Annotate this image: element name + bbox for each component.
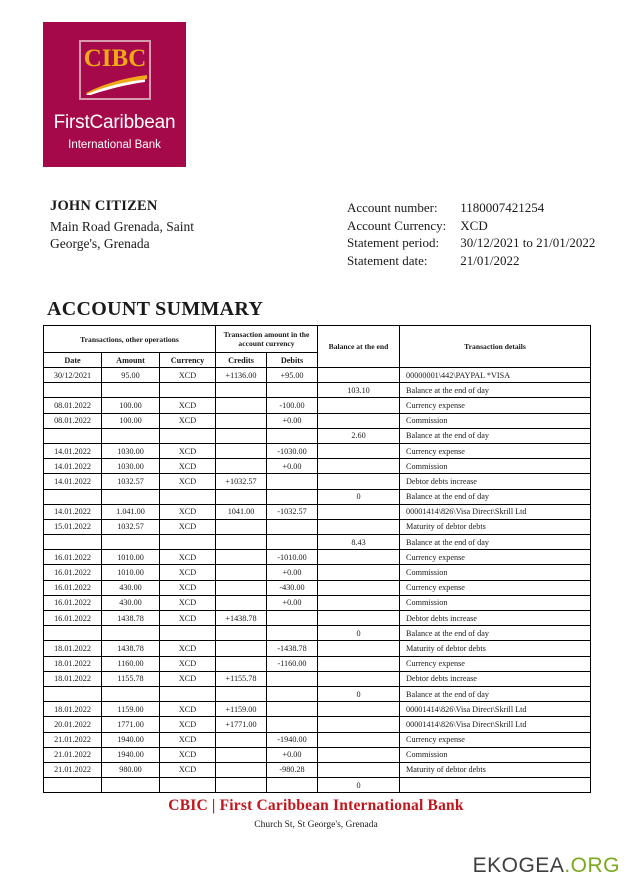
cell-credits xyxy=(216,641,267,656)
cell-balance xyxy=(318,413,400,428)
cell-details: Maturity of debtor debts xyxy=(400,641,591,656)
cell-date: 15.01.2022 xyxy=(44,519,102,534)
cell-details: Commission xyxy=(400,413,591,428)
cell-amount: 1159.00 xyxy=(102,702,160,717)
watermark-tld: .ORG xyxy=(564,854,620,877)
cell-debits xyxy=(267,778,318,793)
table-row xyxy=(44,641,591,656)
cell-credits xyxy=(216,383,267,398)
table-row xyxy=(44,550,591,565)
cell-credits xyxy=(216,398,267,413)
table-row xyxy=(44,580,591,595)
cell-credits xyxy=(216,459,267,474)
cell-debits: +0.00 xyxy=(267,413,318,428)
table-row xyxy=(44,671,591,686)
cell-amount xyxy=(102,489,160,504)
cell-balance xyxy=(318,443,400,458)
cell-currency xyxy=(160,489,216,504)
cell-balance xyxy=(318,717,400,732)
cell-balance xyxy=(318,641,400,656)
cell-balance xyxy=(318,368,400,383)
cell-details: 00001414\826\Visa Direct\Skrill Ltd xyxy=(400,702,591,717)
cell-amount: 430.00 xyxy=(102,580,160,595)
cell-credits xyxy=(216,595,267,610)
cell-date: 18.01.2022 xyxy=(44,641,102,656)
cell-debits xyxy=(267,383,318,398)
cell-currency: XCD xyxy=(160,398,216,413)
cell-currency: XCD xyxy=(160,368,216,383)
table-row xyxy=(44,732,591,747)
table-row xyxy=(44,702,591,717)
header-debits: Debits xyxy=(267,353,318,368)
cell-details: Commission xyxy=(400,595,591,610)
table-row xyxy=(44,489,591,504)
header-credits: Credits xyxy=(216,353,267,368)
cell-date: 21.01.2022 xyxy=(44,732,102,747)
cell-details: Currency expense xyxy=(400,732,591,747)
customer-name: JOHN CITIZEN xyxy=(50,198,158,214)
statement-period-label: Statement period: xyxy=(347,235,440,250)
cell-debits: -1030.00 xyxy=(267,443,318,458)
cell-debits xyxy=(267,428,318,443)
cell-debits: +0.00 xyxy=(267,459,318,474)
cell-debits xyxy=(267,474,318,489)
cell-amount: 1940.00 xyxy=(102,732,160,747)
table-row xyxy=(44,398,591,413)
cibc-wordmark: CIBC xyxy=(83,45,147,72)
table-row xyxy=(44,778,591,793)
statement-period-value: 30/12/2021 to 21/01/2022 xyxy=(460,235,596,250)
table-head xyxy=(44,326,591,368)
account-number-row xyxy=(347,199,595,217)
header-date: Date xyxy=(44,353,102,368)
cell-amount: 1438.78 xyxy=(102,641,160,656)
cell-date xyxy=(44,778,102,793)
table-row xyxy=(44,747,591,762)
cell-currency: XCD xyxy=(160,641,216,656)
table-row xyxy=(44,595,591,610)
cell-debits: -1032.57 xyxy=(267,504,318,519)
cell-currency: XCD xyxy=(160,413,216,428)
cell-credits xyxy=(216,443,267,458)
cell-amount xyxy=(102,535,160,550)
cell-details: Commission xyxy=(400,459,591,474)
table-row xyxy=(44,656,591,671)
cell-details: Balance at the end of day xyxy=(400,535,591,550)
cell-credits: +1771.00 xyxy=(216,717,267,732)
cell-credits xyxy=(216,550,267,565)
cell-balance: 0 xyxy=(318,489,400,504)
cell-balance xyxy=(318,747,400,762)
cell-date: 20.01.2022 xyxy=(44,717,102,732)
cell-currency: XCD xyxy=(160,732,216,747)
cell-details: Maturity of debtor debts xyxy=(400,519,591,534)
cell-date: 16.01.2022 xyxy=(44,580,102,595)
cell-date: 30/12/2021 xyxy=(44,368,102,383)
cell-date: 21.01.2022 xyxy=(44,747,102,762)
cell-debits xyxy=(267,489,318,504)
table-row xyxy=(44,717,591,732)
cell-credits xyxy=(216,626,267,641)
cell-details: Balance at the end of day xyxy=(400,428,591,443)
account-summary-table-wrap xyxy=(43,325,590,793)
cell-debits: -1010.00 xyxy=(267,550,318,565)
table-row xyxy=(44,368,591,383)
cell-amount: 430.00 xyxy=(102,595,160,610)
cell-amount: 100.00 xyxy=(102,413,160,428)
customer-block xyxy=(50,198,290,252)
cell-details: 00001414\826\Visa Direct\Skrill Ltd xyxy=(400,504,591,519)
cell-date xyxy=(44,489,102,504)
cell-debits: -430.00 xyxy=(267,580,318,595)
cell-amount: 1771.00 xyxy=(102,717,160,732)
cell-credits: +1155.78 xyxy=(216,671,267,686)
cibc-logo-mark xyxy=(79,40,151,100)
cell-credits xyxy=(216,656,267,671)
table-row xyxy=(44,428,591,443)
cell-balance xyxy=(318,762,400,777)
cell-debits: -1940.00 xyxy=(267,732,318,747)
customer-address: Main Road Grenada, Saint George's, Grenada xyxy=(50,219,194,251)
cell-debits xyxy=(267,671,318,686)
table-row xyxy=(44,413,591,428)
cell-currency: XCD xyxy=(160,671,216,686)
cell-balance xyxy=(318,550,400,565)
cell-amount: 1030.00 xyxy=(102,443,160,458)
cell-amount: 1.041.00 xyxy=(102,504,160,519)
table-row xyxy=(44,519,591,534)
cell-date: 08.01.2022 xyxy=(44,398,102,413)
cell-amount: 980.00 xyxy=(102,762,160,777)
table-row xyxy=(44,762,591,777)
cell-date xyxy=(44,535,102,550)
cell-currency xyxy=(160,778,216,793)
cell-amount xyxy=(102,686,160,701)
footer-address: Church St, St George's, Grenada xyxy=(254,820,378,830)
cell-amount: 1032.57 xyxy=(102,474,160,489)
cell-date xyxy=(44,686,102,701)
header-amount-group: Transaction amount in the account currency xyxy=(216,326,318,353)
cell-details xyxy=(400,778,591,793)
table-row xyxy=(44,611,591,626)
header-balance: Balance at the end xyxy=(318,326,400,368)
cell-date: 08.01.2022 xyxy=(44,413,102,428)
cell-credits xyxy=(216,580,267,595)
cell-balance: 103.10 xyxy=(318,383,400,398)
cell-debits xyxy=(267,686,318,701)
cell-credits: +1438.78 xyxy=(216,611,267,626)
cell-amount xyxy=(102,778,160,793)
cell-details: Balance at the end of day xyxy=(400,626,591,641)
cell-credits: +1032.57 xyxy=(216,474,267,489)
cell-currency xyxy=(160,383,216,398)
cell-credits xyxy=(216,762,267,777)
cell-date: 16.01.2022 xyxy=(44,611,102,626)
cell-credits xyxy=(216,519,267,534)
cell-balance: 0 xyxy=(318,626,400,641)
cell-amount: 100.00 xyxy=(102,398,160,413)
cell-details: Commission xyxy=(400,565,591,580)
cell-balance: 0 xyxy=(318,778,400,793)
cell-date: 18.01.2022 xyxy=(44,702,102,717)
statement-date-label: Statement date: xyxy=(347,252,428,268)
cell-currency: XCD xyxy=(160,565,216,580)
cell-details: Maturity of debtor debts xyxy=(400,762,591,777)
cell-currency xyxy=(160,428,216,443)
cell-debits: -100.00 xyxy=(267,398,318,413)
account-currency-label: Account Currency: xyxy=(347,217,447,233)
cell-currency: XCD xyxy=(160,656,216,671)
cell-credits: +1159.00 xyxy=(216,702,267,717)
footer-bank-name: CBIC | First Caribbean International Bank xyxy=(168,797,464,814)
cell-debits xyxy=(267,519,318,534)
cell-balance: 2.60 xyxy=(318,428,400,443)
cell-amount xyxy=(102,626,160,641)
cell-details: Debtor debts increase xyxy=(400,611,591,626)
cell-debits xyxy=(267,717,318,732)
cell-balance xyxy=(318,611,400,626)
cell-details: Debtor debts increase xyxy=(400,474,591,489)
cell-details: Balance at the end of day xyxy=(400,383,591,398)
cell-balance xyxy=(318,671,400,686)
account-number-value: 1180007421254 xyxy=(460,200,545,215)
cell-balance xyxy=(318,398,400,413)
cell-date: 14.01.2022 xyxy=(44,474,102,489)
cell-amount: 95.00 xyxy=(102,368,160,383)
table-row xyxy=(44,474,591,489)
cell-currency: XCD xyxy=(160,747,216,762)
cell-amount: 1010.00 xyxy=(102,550,160,565)
cell-debits: +0.00 xyxy=(267,747,318,762)
table-row xyxy=(44,459,591,474)
cell-credits xyxy=(216,732,267,747)
cell-currency: XCD xyxy=(160,474,216,489)
cell-balance xyxy=(318,595,400,610)
cell-date xyxy=(44,428,102,443)
cell-currency: XCD xyxy=(160,611,216,626)
header-transactions-group: Transactions, other operations xyxy=(44,326,216,353)
cell-date: 21.01.2022 xyxy=(44,762,102,777)
cell-balance xyxy=(318,504,400,519)
page-title: ACCOUNT SUMMARY xyxy=(47,298,264,320)
cell-currency xyxy=(160,535,216,550)
cell-balance: 8.43 xyxy=(318,535,400,550)
cell-date: 16.01.2022 xyxy=(44,550,102,565)
cell-credits: 1041.00 xyxy=(216,504,267,519)
cell-details: Debtor debts increase xyxy=(400,671,591,686)
cell-date: 18.01.2022 xyxy=(44,656,102,671)
header-amount: Amount xyxy=(102,353,160,368)
table-row xyxy=(44,626,591,641)
header-details: Transaction details xyxy=(400,326,591,368)
cell-currency: XCD xyxy=(160,595,216,610)
bank-logo xyxy=(43,22,186,167)
logo-name-secondary: International Bank xyxy=(68,139,161,151)
cell-amount xyxy=(102,428,160,443)
cell-date: 16.01.2022 xyxy=(44,595,102,610)
table-row xyxy=(44,565,591,580)
cell-credits xyxy=(216,778,267,793)
cell-amount: 1155.78 xyxy=(102,671,160,686)
account-info-block xyxy=(347,199,595,269)
cell-date: 16.01.2022 xyxy=(44,565,102,580)
cell-details: 00000001\442\PAYPAL *VISA xyxy=(400,368,591,383)
cell-amount: 1032.57 xyxy=(102,519,160,534)
cell-currency xyxy=(160,686,216,701)
cell-debits xyxy=(267,535,318,550)
statement-date-row xyxy=(347,252,595,270)
cell-date: 18.01.2022 xyxy=(44,671,102,686)
cell-date xyxy=(44,383,102,398)
cell-balance xyxy=(318,702,400,717)
cell-credits xyxy=(216,565,267,580)
watermark-name: EKOGEA xyxy=(472,854,565,877)
cell-debits xyxy=(267,611,318,626)
cell-debits: -980.28 xyxy=(267,762,318,777)
cell-debits: -1160.00 xyxy=(267,656,318,671)
account-summary-table xyxy=(43,325,591,793)
cell-credits xyxy=(216,489,267,504)
table-row xyxy=(44,443,591,458)
cell-credits xyxy=(216,413,267,428)
cell-details: Balance at the end of day xyxy=(400,489,591,504)
cell-debits: +0.00 xyxy=(267,595,318,610)
cell-debits: +0.00 xyxy=(267,565,318,580)
cell-currency: XCD xyxy=(160,519,216,534)
cell-balance xyxy=(318,519,400,534)
cell-details: Currency expense xyxy=(400,580,591,595)
cell-date: 14.01.2022 xyxy=(44,504,102,519)
cell-currency: XCD xyxy=(160,504,216,519)
logo-name-primary: FirstCaribbean xyxy=(53,112,176,133)
statement-date-value: 21/01/2022 xyxy=(460,252,520,268)
cell-date: 14.01.2022 xyxy=(44,443,102,458)
cell-amount: 1030.00 xyxy=(102,459,160,474)
cell-currency: XCD xyxy=(160,443,216,458)
cell-currency: XCD xyxy=(160,550,216,565)
cell-amount: 1940.00 xyxy=(102,747,160,762)
cell-currency: XCD xyxy=(160,459,216,474)
watermark xyxy=(473,854,620,878)
cell-credits xyxy=(216,747,267,762)
cell-details: Currency expense xyxy=(400,398,591,413)
cell-debits xyxy=(267,626,318,641)
cell-credits xyxy=(216,686,267,701)
cell-details: 00001414\826\Visa Direct\Skrill Ltd xyxy=(400,717,591,732)
cell-amount xyxy=(102,383,160,398)
cell-balance xyxy=(318,459,400,474)
table-group-header-row xyxy=(44,326,591,353)
cell-credits xyxy=(216,428,267,443)
cell-currency: XCD xyxy=(160,702,216,717)
account-currency-row xyxy=(347,217,595,235)
cell-amount: 1010.00 xyxy=(102,565,160,580)
cell-balance: 0 xyxy=(318,686,400,701)
cell-balance xyxy=(318,580,400,595)
cell-date xyxy=(44,626,102,641)
cell-balance xyxy=(318,474,400,489)
cell-balance xyxy=(318,656,400,671)
cell-currency: XCD xyxy=(160,762,216,777)
cell-amount: 1438.78 xyxy=(102,611,160,626)
table-body xyxy=(44,368,591,793)
cell-credits xyxy=(216,535,267,550)
cell-currency xyxy=(160,626,216,641)
cell-currency: XCD xyxy=(160,580,216,595)
account-currency-value: XCD xyxy=(460,217,488,233)
table-row xyxy=(44,686,591,701)
cell-debits: -1438.78 xyxy=(267,641,318,656)
cell-details: Currency expense xyxy=(400,443,591,458)
cell-balance xyxy=(318,565,400,580)
cibc-swoosh-icon xyxy=(85,73,149,95)
cell-details: Balance at the end of day xyxy=(400,686,591,701)
cell-details: Currency expense xyxy=(400,550,591,565)
cell-balance xyxy=(318,732,400,747)
cell-credits: +1136.00 xyxy=(216,368,267,383)
cell-debits xyxy=(267,702,318,717)
cell-details: Currency expense xyxy=(400,656,591,671)
table-row xyxy=(44,535,591,550)
table-row xyxy=(44,383,591,398)
cell-currency: XCD xyxy=(160,717,216,732)
statement-period-row xyxy=(347,234,595,252)
table-row xyxy=(44,504,591,519)
cell-date: 14.01.2022 xyxy=(44,459,102,474)
header-currency: Currency xyxy=(160,353,216,368)
cell-amount: 1160.00 xyxy=(102,656,160,671)
cell-details: Commission xyxy=(400,747,591,762)
account-number-label: Account number: xyxy=(347,200,438,215)
cell-debits: +95.00 xyxy=(267,368,318,383)
